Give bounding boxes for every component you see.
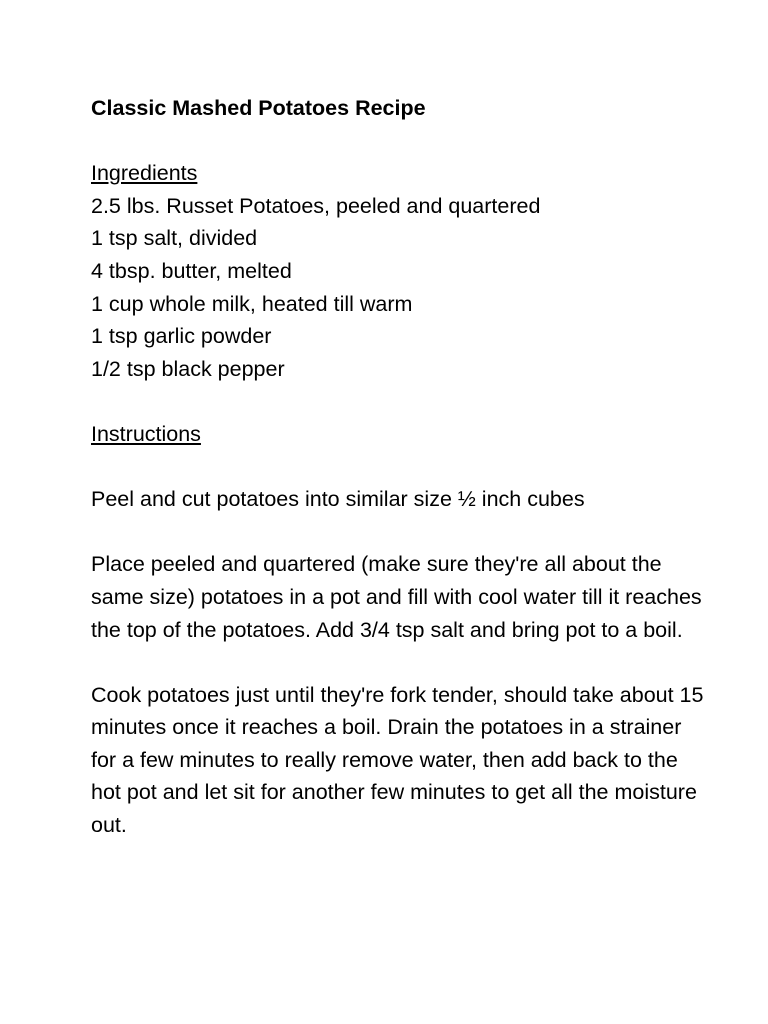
instructions-heading: Instructions	[91, 421, 201, 446]
ingredients-list	[91, 190, 711, 386]
ingredient-item: 1 tsp salt, divided	[91, 226, 258, 251]
ingredients-heading: Ingredients	[91, 161, 198, 186]
instruction-step: Cook potatoes just until they're fork tender, should take about 15 minutes once it reaches a boil. Drain the potatoes in a strainer for a few minutes to really remove water, then add back to the hot pot and let sit for another few minutes to get all the moisture out.	[91, 682, 704, 838]
ingredient-item: 1 tsp garlic powder	[91, 324, 272, 349]
ingredient-item: 2.5 lbs. Russet Potatoes, peeled and quartered	[91, 193, 541, 218]
spacer	[91, 451, 711, 484]
instruction-step: Peel and cut potatoes into similar size ½ inch cubes	[91, 487, 585, 512]
spacer	[91, 516, 711, 549]
spacer	[91, 646, 711, 679]
instruction-step: Place peeled and quartered (make sure they're all about the same size) potatoes in a pot and fill with cool water till it reaches the top of the potatoes. Add 3/4 tsp salt and bring pot to a boil.	[91, 552, 702, 642]
ingredient-item: 1/2 tsp black pepper	[91, 356, 285, 381]
spacer	[91, 385, 711, 418]
recipe-document	[91, 92, 711, 842]
spacer	[91, 125, 711, 158]
recipe-title: Classic Mashed Potatoes Recipe	[91, 96, 426, 120]
ingredient-item: 1 cup whole milk, heated till warm	[91, 291, 413, 316]
ingredient-item: 4 tbsp. butter, melted	[91, 258, 292, 283]
